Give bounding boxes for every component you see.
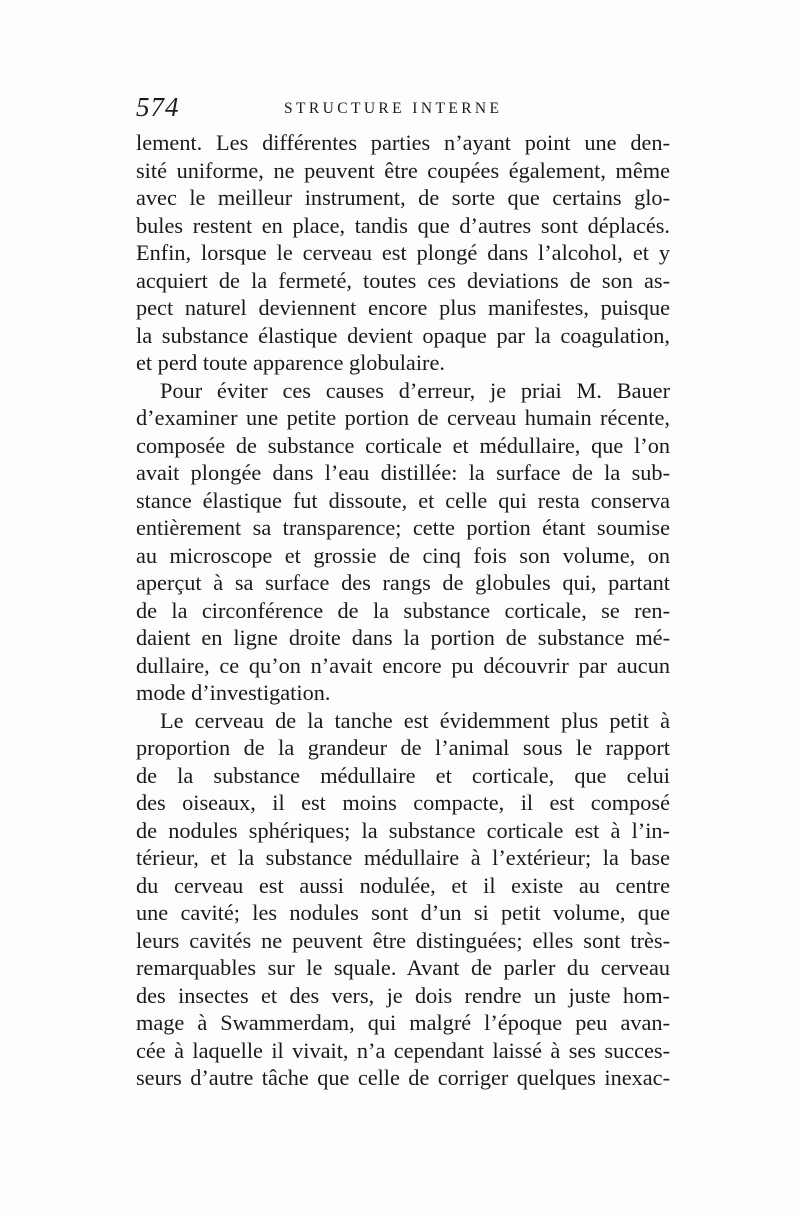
- text-line: dullaire, ce qu’on n’avait encore pu découvrir par aucun: [136, 652, 670, 678]
- text-line: une cavité; les nodules sont d’un si petit volume, que: [136, 900, 670, 925]
- text-line: d’examiner une petite portion de cerveau humain récente,: [136, 405, 670, 430]
- text-line: de la circonférence de la substance corticale, se ren-: [136, 597, 670, 623]
- text-line: proportion de la grandeur de l’animal sous le rapport: [136, 735, 670, 760]
- text-line: daient en ligne droite dans la portion de substance mé-: [136, 625, 670, 650]
- text-line: Pour éviter ces causes d’erreur, je priai M. Bauer: [160, 377, 670, 403]
- text-line: avait plongée dans l’eau distillée: la surface de la sub-: [136, 460, 670, 485]
- text-line: du cerveau est aussi nodulée, et il existe au centre: [136, 872, 670, 898]
- text-line: cée à laquelle il vivait, n’a cependant laissé à ses succes-: [136, 1037, 670, 1063]
- text-line: des oiseaux, il est moins compacte, il est composé: [136, 790, 670, 815]
- text-line: stance élastique fut dissoute, et celle qui resta conserva: [136, 487, 670, 513]
- text-line: mage à Swammerdam, qui malgré l’époque peu avan-: [136, 1010, 670, 1035]
- running-head: STRUCTURE INTERNE: [284, 100, 503, 117]
- text-line: leurs cavités ne peuvent être distinguées; elles sont très-: [136, 927, 670, 953]
- text-line: au microscope et grossie de cinq fois son volume, on: [136, 542, 670, 568]
- text-line: la substance élastique devient opaque par la coagulation,: [136, 322, 670, 348]
- text-line: Le cerveau de la tanche est évidemment plus petit à: [160, 707, 670, 733]
- text-line: de nodules sphériques; la substance corticale est à l’in-: [136, 817, 670, 843]
- page-number: 574: [136, 92, 180, 122]
- text-line: composée de substance corticale et médullaire, que l’on: [136, 432, 670, 458]
- text-line: et perd toute apparence globulaire.: [136, 350, 445, 375]
- text-line: remarquables sur le squale. Avant de parler du cerveau: [136, 955, 670, 980]
- text-line: seurs d’autre tâche que celle de corriger quelques inexac-: [136, 1065, 670, 1090]
- text-line: térieur, et la substance médullaire à l’extérieur; la base: [136, 845, 670, 870]
- body-text: [136, 129, 670, 1092]
- text-line: Enfin, lorsque le cerveau est plongé dans l’alcohol, et y: [136, 240, 670, 265]
- text-line: bules restent en place, tandis que d’autres sont déplacés.: [136, 212, 670, 238]
- text-line: des insectes et des vers, je dois rendre un juste hom-: [136, 982, 670, 1008]
- text-line: acquiert de la fermeté, toutes ces deviations de son as-: [136, 267, 670, 293]
- text-line: sité uniforme, ne peuvent être coupées également, même: [136, 157, 670, 183]
- text-line: lement. Les différentes parties n’ayant point une den-: [136, 130, 670, 155]
- text-line: mode d’investigation.: [136, 680, 331, 705]
- text-line: avec le meilleur instrument, de sorte que certains glo-: [136, 185, 670, 210]
- text-line: pect naturel deviennent encore plus manifestes, puisque: [136, 295, 670, 320]
- text-line: de la substance médullaire et corticale, que celui: [136, 762, 670, 788]
- text-line: entièrement sa transparence; cette portion étant soumise: [136, 515, 670, 540]
- page-header: [136, 92, 670, 126]
- text-line: aperçut à sa surface des rangs de globules qui, partant: [136, 570, 670, 595]
